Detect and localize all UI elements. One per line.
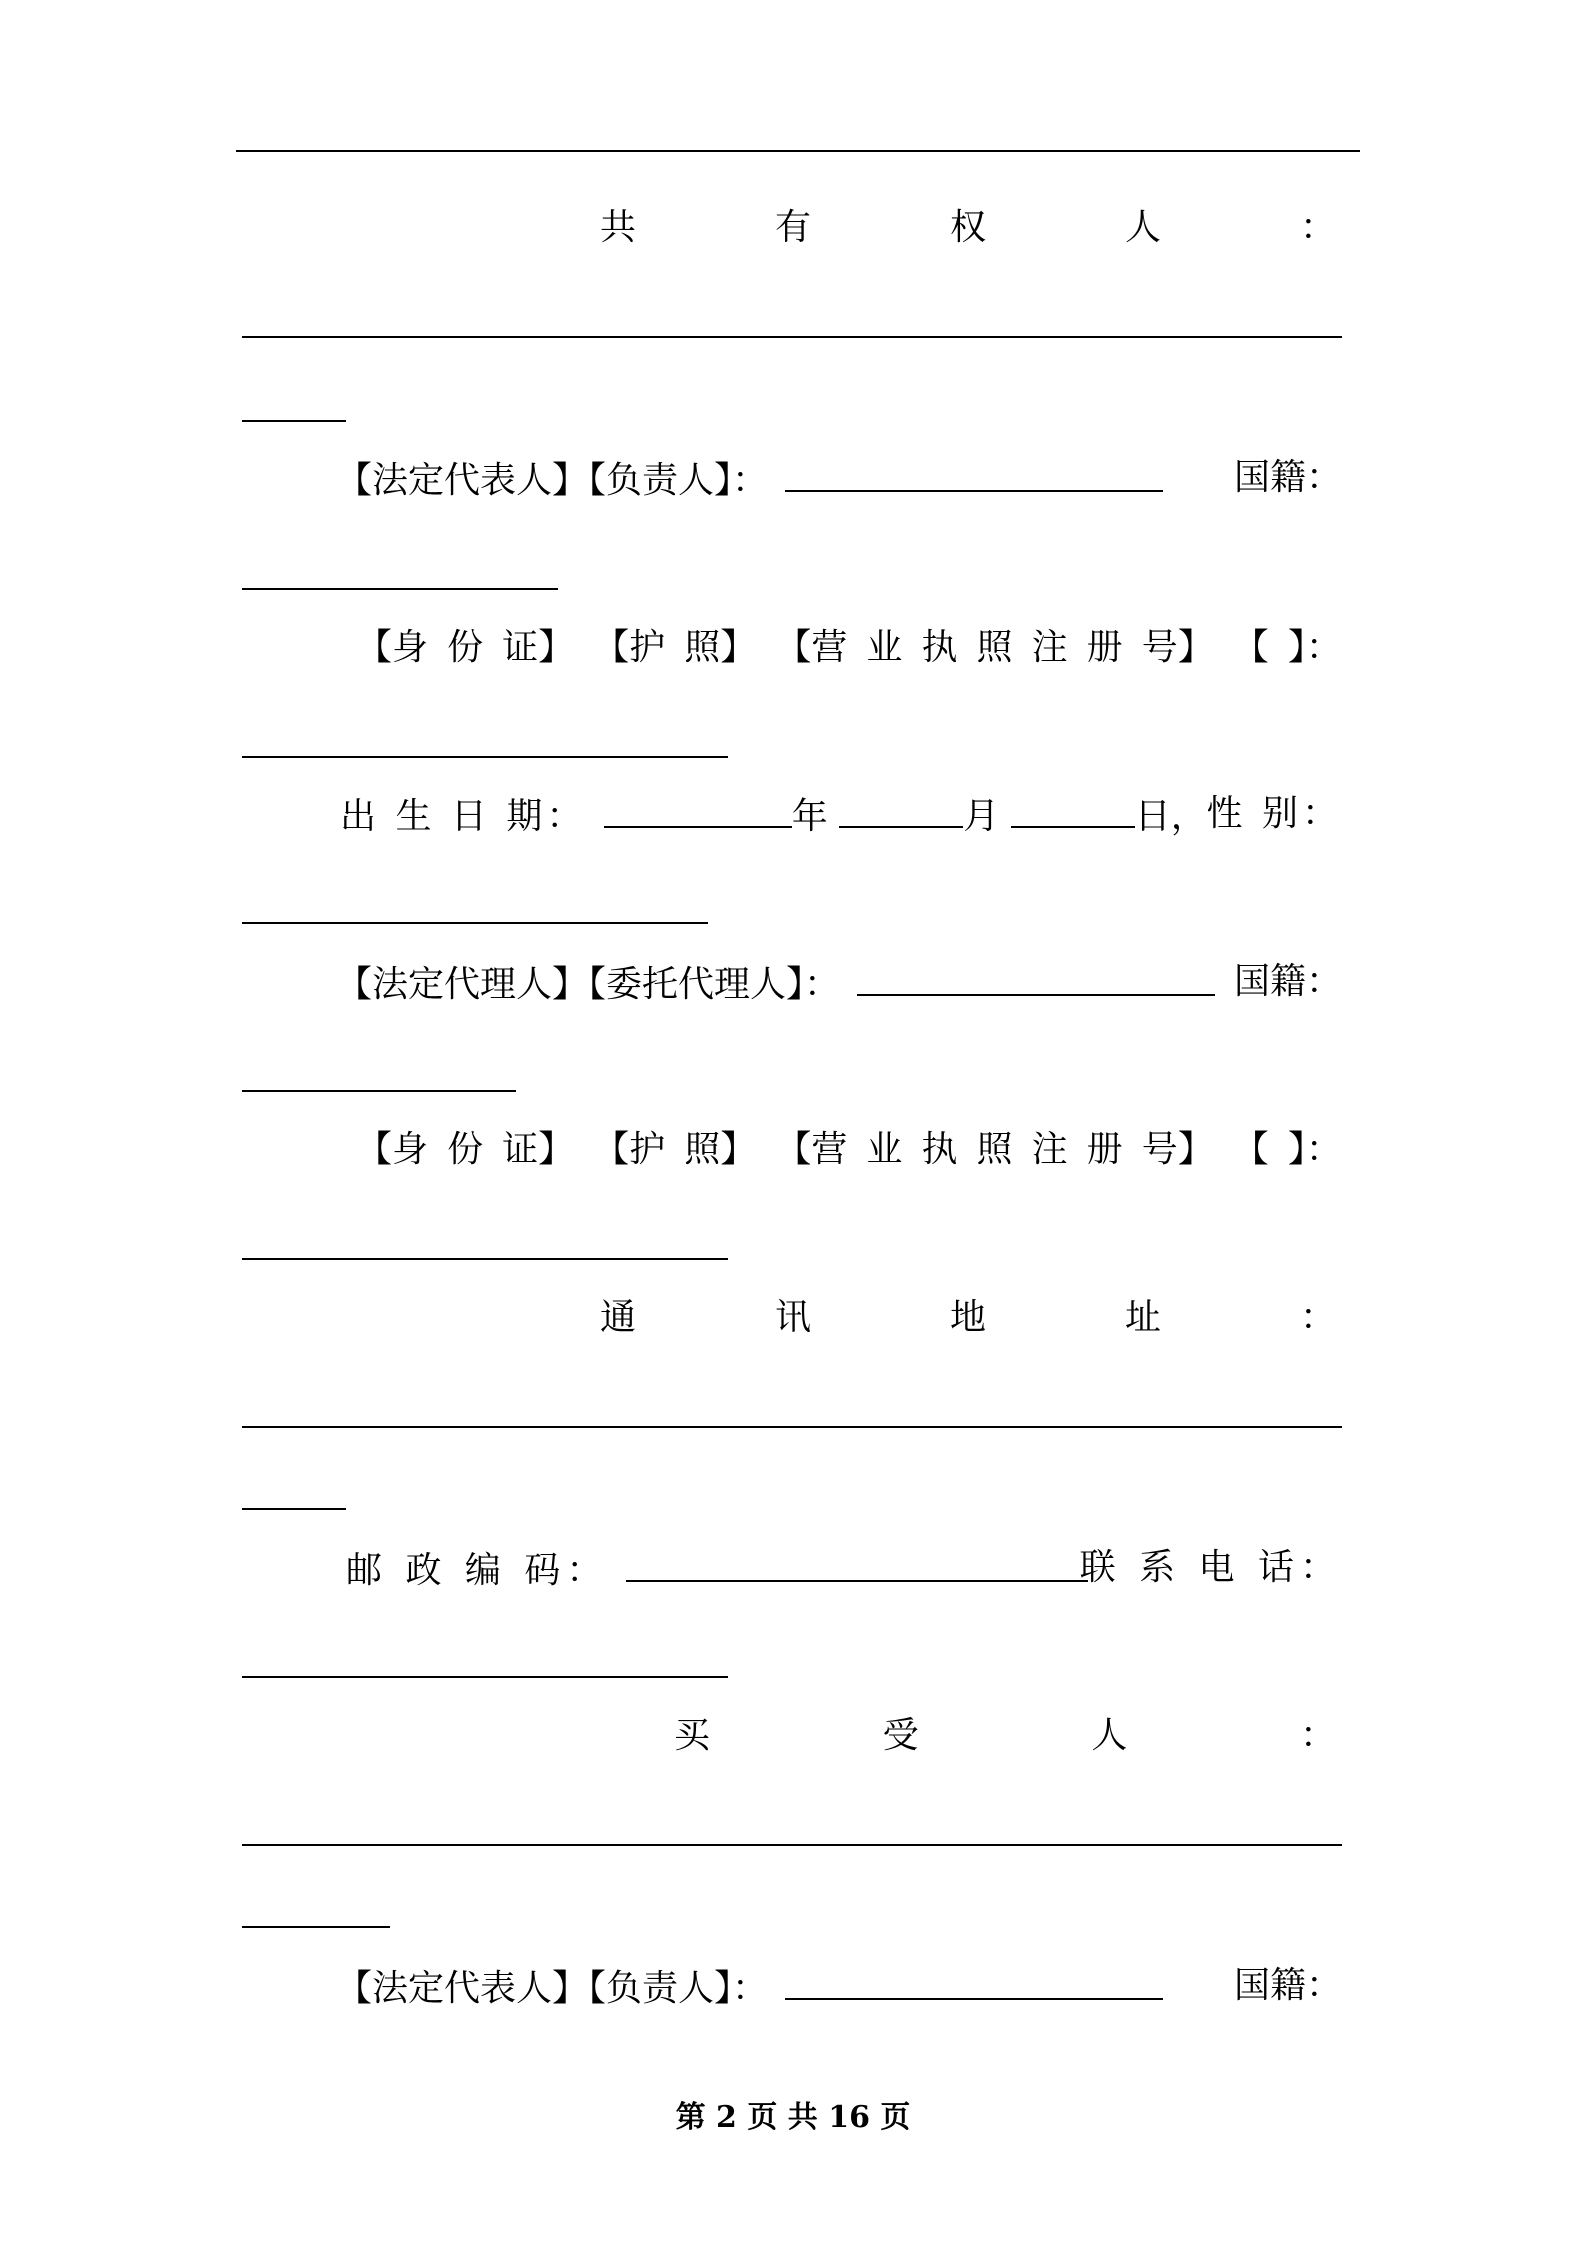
co-owner-char-1: 共 bbox=[600, 207, 637, 248]
postal-blank[interactable] bbox=[626, 1546, 1088, 1582]
address-line bbox=[600, 1296, 1336, 1340]
co-owner-blank-1[interactable] bbox=[242, 336, 1342, 338]
nationality-blank-1[interactable] bbox=[242, 588, 558, 590]
id-blank-1[interactable] bbox=[242, 756, 728, 758]
agent-nationality-blank[interactable] bbox=[242, 1090, 516, 1092]
id-line-2 bbox=[356, 1128, 1342, 1172]
nationality-label: 国籍： bbox=[1233, 457, 1342, 498]
id2-part-7: 业 bbox=[866, 1129, 903, 1170]
gender-label: 性 别： bbox=[1206, 793, 1342, 834]
id2-part-4: 【护 bbox=[593, 1129, 666, 1170]
buyer-line bbox=[674, 1714, 1336, 1758]
page-number: 第 2 页 共 16 页 bbox=[675, 2100, 911, 2135]
id-part-2: 份 bbox=[447, 627, 484, 668]
gender-blank-1[interactable] bbox=[242, 922, 708, 924]
agent-line-1 bbox=[336, 960, 1342, 1004]
id2-part-14: 】： bbox=[1287, 1129, 1342, 1170]
buyer-colon: ： bbox=[1299, 1715, 1336, 1756]
buyer-legal-rep-blank[interactable] bbox=[785, 1964, 1163, 2000]
id2-part-8: 执 bbox=[921, 1129, 958, 1170]
id-part-14: 】： bbox=[1287, 627, 1342, 668]
buyer-char-2: 受 bbox=[882, 1715, 919, 1756]
address-colon: ： bbox=[1299, 1297, 1336, 1338]
co-owner-char-3: 权 bbox=[949, 207, 986, 248]
id2-part-13: 【 bbox=[1232, 1129, 1269, 1170]
id2-part-9: 照 bbox=[976, 1129, 1013, 1170]
id2-part-5: 照】 bbox=[684, 1129, 757, 1170]
address-char-1: 通 bbox=[600, 1297, 637, 1338]
buyer-nationality-label: 国籍： bbox=[1233, 1965, 1342, 2006]
postal-line bbox=[346, 1546, 1342, 1590]
address-char-4: 址 bbox=[1124, 1297, 1161, 1338]
id2-part-3: 证】 bbox=[502, 1129, 575, 1170]
id-part-8: 执 bbox=[921, 627, 958, 668]
co-owner-blank-2[interactable] bbox=[242, 420, 346, 422]
co-owner-line bbox=[600, 206, 1336, 250]
id-part-7: 业 bbox=[866, 627, 903, 668]
buyer-char-1: 买 bbox=[674, 1715, 711, 1756]
co-owner-char-2: 有 bbox=[774, 207, 811, 248]
agent-nationality-label: 国籍： bbox=[1233, 961, 1342, 1002]
birth-day-blank[interactable] bbox=[1011, 792, 1135, 828]
header-rule bbox=[236, 150, 1360, 152]
phone-blank-1[interactable] bbox=[242, 1676, 728, 1678]
birth-month-label: 月 bbox=[963, 796, 1000, 837]
address-char-3: 地 bbox=[949, 1297, 986, 1338]
id-part-12: 号】 bbox=[1141, 627, 1214, 668]
id-part-13: 【 bbox=[1232, 627, 1269, 668]
id-part-6: 【营 bbox=[775, 627, 848, 668]
co-owner-colon: ： bbox=[1299, 207, 1336, 248]
legal-rep-line-1 bbox=[336, 456, 1342, 500]
co-owner-char-4: 人 bbox=[1124, 207, 1161, 248]
id2-part-1: 【身 bbox=[356, 1129, 429, 1170]
address-char-2: 讯 bbox=[774, 1297, 811, 1338]
address-blank-1[interactable] bbox=[242, 1426, 1342, 1428]
phone-label: 联 系 电 话： bbox=[1079, 1547, 1342, 1588]
id-line-1 bbox=[356, 626, 1342, 670]
id2-part-12: 号】 bbox=[1141, 1129, 1214, 1170]
birth-month-blank[interactable] bbox=[839, 792, 963, 828]
buyer-legal-rep-label: 【法定代表人】【负责人】： bbox=[336, 1968, 769, 2009]
agent-label: 【法定代理人】【委托代理人】： bbox=[336, 964, 841, 1005]
postal-label: 邮 政 编 码： bbox=[346, 1550, 609, 1591]
buyer-char-3: 人 bbox=[1091, 1715, 1128, 1756]
id-part-10: 注 bbox=[1031, 627, 1068, 668]
id-part-11: 册 bbox=[1086, 627, 1123, 668]
id-blank-2[interactable] bbox=[242, 1258, 728, 1260]
id-part-9: 照 bbox=[976, 627, 1013, 668]
agent-blank[interactable] bbox=[857, 960, 1215, 996]
address-blank-2[interactable] bbox=[242, 1508, 346, 1510]
id2-part-10: 注 bbox=[1031, 1129, 1068, 1170]
id-part-5: 照】 bbox=[684, 627, 757, 668]
birth-year-label: 年 bbox=[791, 796, 828, 837]
legal-rep-label: 【法定代表人】【负责人】： bbox=[336, 460, 769, 501]
buyer-blank-1[interactable] bbox=[242, 1844, 1342, 1846]
birth-year-blank[interactable] bbox=[604, 792, 792, 828]
id2-part-11: 册 bbox=[1086, 1129, 1123, 1170]
buyer-blank-2[interactable] bbox=[242, 1926, 390, 1928]
id2-part-6: 【营 bbox=[775, 1129, 848, 1170]
legal-rep-line-2 bbox=[336, 1964, 1342, 2008]
id-part-4: 【护 bbox=[593, 627, 666, 668]
id-part-1: 【身 bbox=[356, 627, 429, 668]
birth-label: 出 生 日 期： bbox=[340, 796, 587, 837]
id-part-3: 证】 bbox=[502, 627, 575, 668]
birth-day-label: 日， bbox=[1134, 796, 1207, 837]
id2-part-2: 份 bbox=[447, 1129, 484, 1170]
birth-line-1 bbox=[340, 792, 1342, 836]
legal-rep-blank[interactable] bbox=[785, 456, 1163, 492]
